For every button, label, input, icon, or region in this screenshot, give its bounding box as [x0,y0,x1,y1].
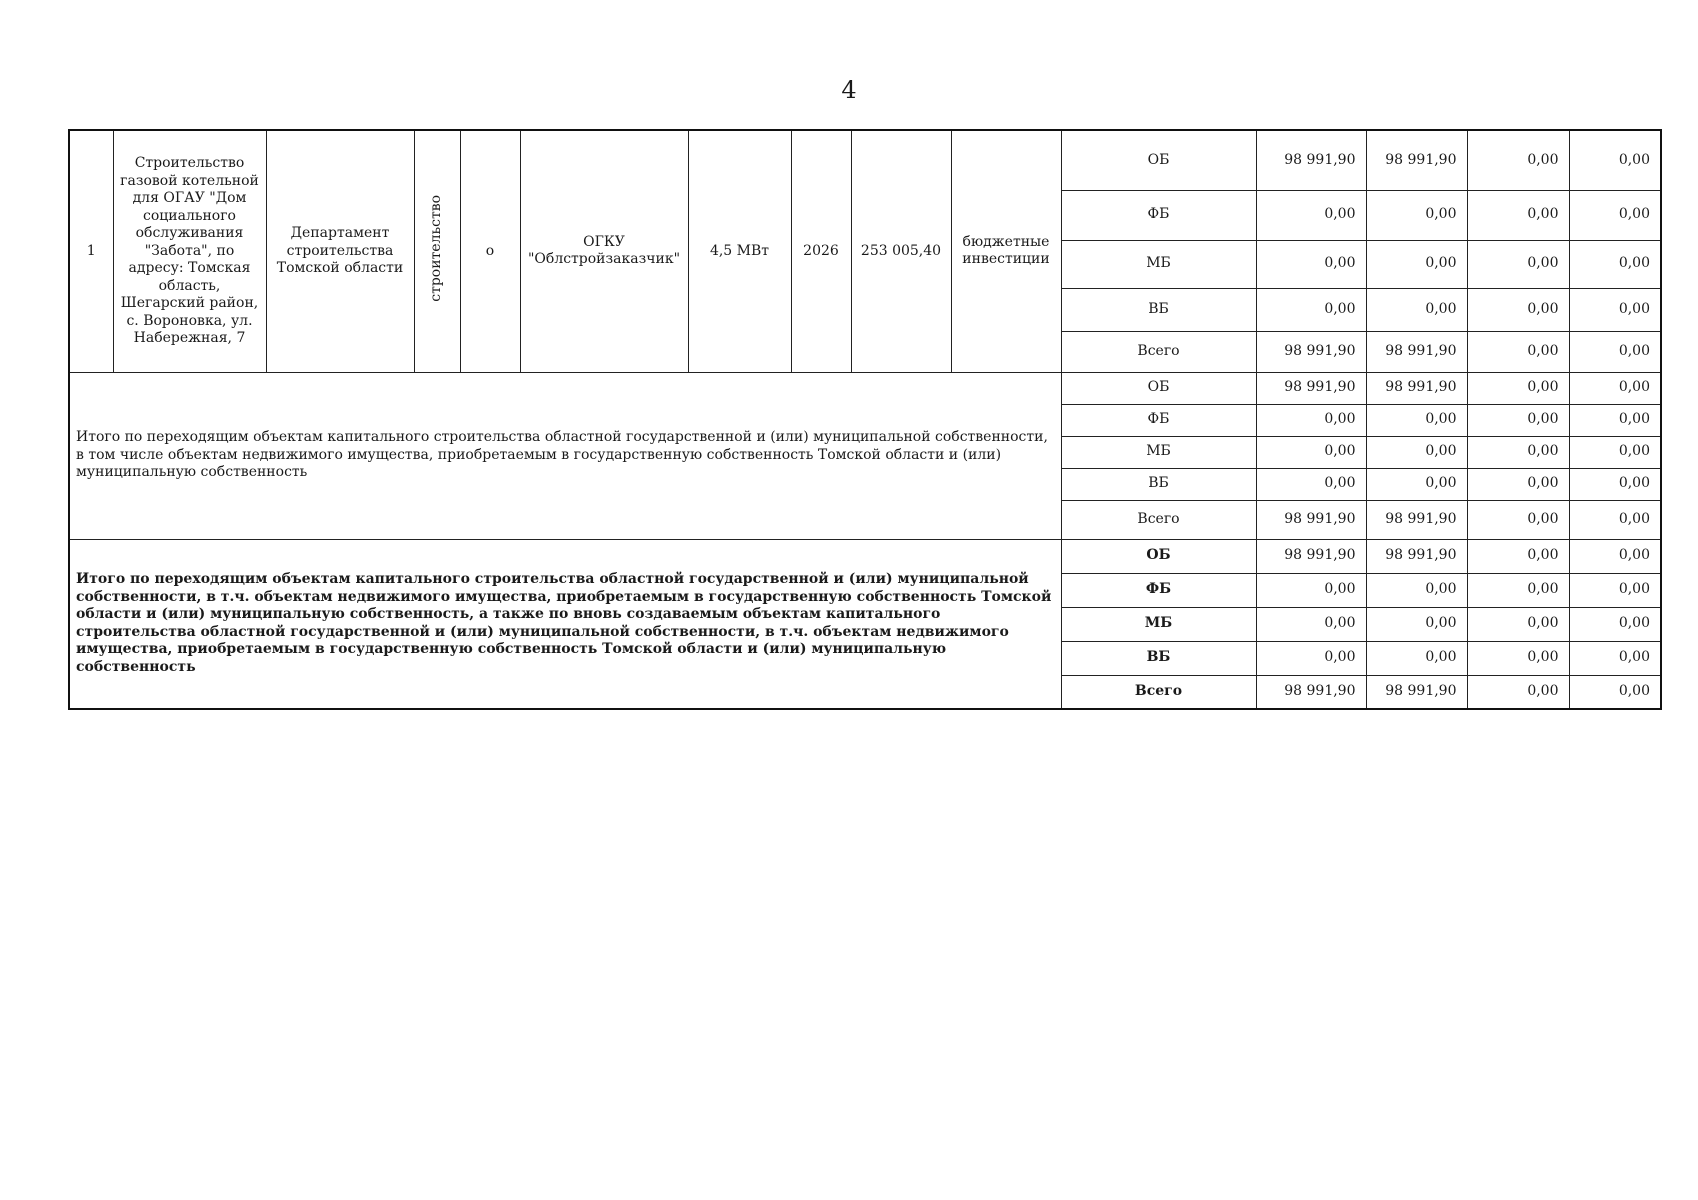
value-cell: 98 991,90 [1366,130,1467,190]
value-cell: 98 991,90 [1256,331,1366,372]
value-cell: 98 991,90 [1256,372,1366,404]
value-cell: 0,00 [1256,190,1366,240]
source-label: МБ [1061,436,1256,468]
object-number: 1 [69,130,113,372]
source-label: ВБ [1061,641,1256,675]
value-cell: 0,00 [1366,404,1467,436]
value-cell: 98 991,90 [1256,130,1366,190]
value-cell: 0,00 [1569,331,1661,372]
source-label: ВБ [1061,288,1256,331]
table-row [69,372,1661,404]
value-cell: 98 991,90 [1366,331,1467,372]
value-cell: 0,00 [1467,607,1569,641]
value-cell: 0,00 [1467,468,1569,500]
value-cell: 0,00 [1569,607,1661,641]
value-cell: 0,00 [1467,372,1569,404]
value-cell: 98 991,90 [1256,539,1366,573]
object-funding-form: бюджетные инвестиции [951,130,1061,372]
value-cell: 0,00 [1569,468,1661,500]
object-year: 2026 [791,130,851,372]
value-cell: 0,00 [1467,573,1569,607]
object-name: Строительство газовой котельной для ОГАУ "Дом социального обслуживания "Забота", по адресу: Томская область, Шегарский район, с. Вороновка, ул. Набережная, 7 [113,130,266,372]
value-cell: 0,00 [1256,404,1366,436]
value-cell: 0,00 [1569,240,1661,288]
value-cell: 0,00 [1467,436,1569,468]
subtotal-description: Итого по переходящим объектам капитального строительства областной государственной и (или) муниципальной собственности, в том числе объектам недвижимого имущества, приобретаемым в государственную собственность Томской области и (или) муниципальную собственность [69,372,1061,539]
value-cell: 98 991,90 [1256,500,1366,539]
value-cell: 0,00 [1569,500,1661,539]
value-cell: 0,00 [1569,404,1661,436]
value-cell: 98 991,90 [1366,539,1467,573]
source-label: ФБ [1061,404,1256,436]
source-label: МБ [1061,240,1256,288]
value-cell: 0,00 [1256,573,1366,607]
value-cell: 0,00 [1569,436,1661,468]
object-customer: ОГКУ "Облстройзаказчик" [520,130,688,372]
object-letter: о [460,130,520,372]
value-cell: 0,00 [1569,130,1661,190]
table-row [69,130,1661,190]
object-department: Департамент строительства Томской области [266,130,414,372]
source-label: ОБ [1061,539,1256,573]
value-cell: 0,00 [1366,240,1467,288]
value-cell: 0,00 [1467,130,1569,190]
source-label: МБ [1061,607,1256,641]
value-cell: 0,00 [1366,607,1467,641]
total-description: Итого по переходящим объектам капитального строительства областной государственной и (или) муниципальной собственности, в т.ч. объектам недвижимого имущества, приобретаемым в государственную собственность Томской области и (или) муниципальную собственность, а также по вновь создаваемым объектам капитального строительства областной государственной и (или) муниципальной собственности, в т.ч. объектам недвижимого имущества, приобретаемым в государственную собственность Томской области и (или) муниципальную собственность [69,539,1061,709]
source-label: Всего [1061,675,1256,709]
value-cell: 0,00 [1467,331,1569,372]
page-number: 4 [841,76,857,104]
value-cell: 0,00 [1366,436,1467,468]
value-cell: 98 991,90 [1256,675,1366,709]
value-cell: 98 991,90 [1366,500,1467,539]
value-cell: 0,00 [1569,641,1661,675]
source-label: ОБ [1061,372,1256,404]
table-row [69,539,1661,573]
value-cell: 98 991,90 [1366,675,1467,709]
value-cell: 0,00 [1467,240,1569,288]
value-cell: 0,00 [1569,190,1661,240]
object-cost: 253 005,40 [851,130,951,372]
value-cell: 0,00 [1467,404,1569,436]
value-cell: 0,00 [1467,675,1569,709]
value-cell: 0,00 [1256,641,1366,675]
value-cell: 0,00 [1366,288,1467,331]
value-cell: 0,00 [1467,500,1569,539]
value-cell: 0,00 [1366,641,1467,675]
value-cell: 0,00 [1256,240,1366,288]
value-cell: 0,00 [1256,607,1366,641]
value-cell: 0,00 [1366,468,1467,500]
source-label: ФБ [1061,573,1256,607]
source-label: ОБ [1061,130,1256,190]
value-cell: 0,00 [1467,539,1569,573]
value-cell: 0,00 [1256,468,1366,500]
value-cell: 0,00 [1256,288,1366,331]
source-label: Всего [1061,331,1256,372]
source-label: ФБ [1061,190,1256,240]
value-cell: 0,00 [1569,372,1661,404]
investment-table [68,129,1662,710]
value-cell: 0,00 [1569,675,1661,709]
value-cell: 0,00 [1467,288,1569,331]
value-cell: 0,00 [1569,573,1661,607]
value-cell: 0,00 [1467,641,1569,675]
value-cell: 0,00 [1569,288,1661,331]
object-capacity: 4,5 МВт [688,130,791,372]
value-cell: 0,00 [1569,539,1661,573]
source-label: ВБ [1061,468,1256,500]
value-cell: 98 991,90 [1366,372,1467,404]
value-cell: 0,00 [1366,573,1467,607]
value-cell: 0,00 [1256,436,1366,468]
value-cell: 0,00 [1366,190,1467,240]
value-cell: 0,00 [1467,190,1569,240]
source-label: Всего [1061,500,1256,539]
object-work-type: строительство [414,130,460,372]
